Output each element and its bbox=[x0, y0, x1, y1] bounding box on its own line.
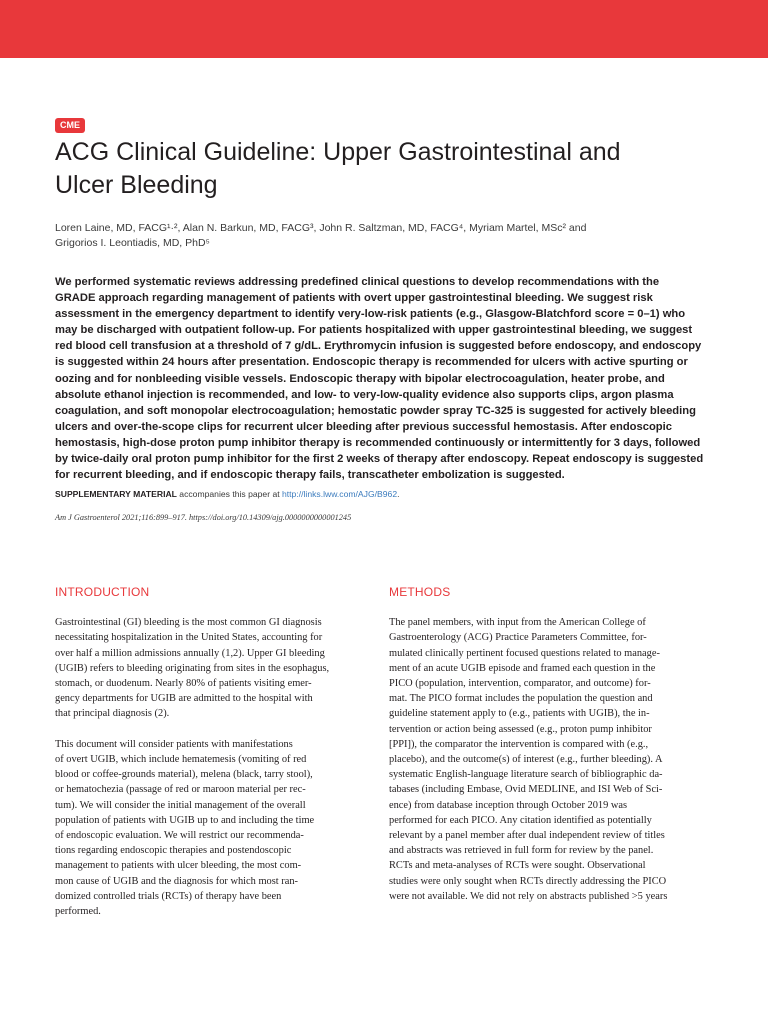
supplementary-note bbox=[55, 488, 735, 500]
methods-column bbox=[389, 600, 703, 919]
supplementary-end: . bbox=[397, 489, 400, 499]
supplementary-label: SUPPLEMENTARY MATERIAL bbox=[55, 489, 177, 499]
header-color-bar bbox=[0, 0, 768, 58]
supplementary-text: accompanies this paper at bbox=[176, 489, 282, 499]
introduction-paragraph: This document will consider patients with manifestations of overt UGIB, which include hematemesis (vomiting of red blood or coffee-grounds material), melena (black, tarry stool), or hematochezia (passage of red or maroon material per rec- tum). We will consider the initial management of the overall population of patients with UGIB up to and including the time of endoscopic evaluation. We will restrict our recommenda- tions regarding endoscopic therapies and postendoscopic management to patients with ulcer bleeding, the most com- mon cause of UGIB and the diagnosis for which most ran- domized controlled trials (RCTs) of therapy have been performed. bbox=[55, 738, 315, 918]
citation-line: Am J Gastroenterol 2021;116:899–917. https://doi.org/10.14309/ajg.0000000000001245 bbox=[55, 513, 352, 522]
methods-heading: METHODS bbox=[389, 585, 451, 599]
article-title: ACG Clinical Guideline: Upper Gastrointestinal and Ulcer Bleeding bbox=[55, 138, 621, 199]
supplementary-link[interactable]: http://links.lww.com/AJG/B962 bbox=[282, 489, 398, 499]
introduction-paragraph: Gastrointestinal (GI) bleeding is the most common GI diagnosis necessitating hospitalization in the United States, accounting for over half a million admissions annually (1,2). Upper GI bleeding (UGIB) refers to bleeding originating from sites in the esophagus, stomach, or duodenum. Nearly 80% of patients visiting emer- gency departments for UGIB are admitted to the hospital with that principal diagnosis (2). bbox=[55, 617, 330, 720]
author-list: Loren Laine, MD, FACG¹·², Alan N. Barkun, MD, FACG³, John R. Saltzman, MD, FACG⁴, Myriam Martel, MSc² and Grigorios I. Leontiadis, MD, PhD⁵ bbox=[55, 222, 587, 249]
methods-paragraph: The panel members, with input from the American College of Gastroenterology (ACG) Practice Parameters Committee, for- mulated clinically pertinent focused questions related to manage- ment of an acute UGIB episode and framed each question in the PICO (population, intervention, comparator, and outcome) for- mat. The PICO format includes the population the question and guideline statement apply to (e.g., patients with UGIB), the in- tervention or action being assessed (e.g., proton pump inhibitor [PPI]), the comparator the intervention is compared with (e.g., placebo), and the outcome(s) of interest (e.g., further bleeding). A systematic English-language literature search of bibliographic da- tabases (including Embase, Ovid MEDLINE, and ISI Web of Sci- ence) from database inception through October 2019 was performed for each PICO. Any citation identified as potentially relevant by a panel member after dual independent review of titles and abstracts was retrieved in full form for review by the panel. RCTs and meta-analyses of RCTs were sought. Observational studies were only sought when RCTs directly addressing the PICO were not available. We did not rely on abstracts published >5 years bbox=[389, 617, 668, 902]
cme-badge: CME bbox=[55, 118, 85, 133]
abstract: We performed systematic reviews addressing predefined clinical questions to develop recommendations with the GRADE approach regarding management of patients with overt upper gastrointestinal bleeding. We suggest risk assessment in the emergency department to identify very-low-risk patients (e.g., Glasgow-Blatchford score = 0–1) who may be discharged with outpatient follow-up. For patients hospitalized with upper gastrointestinal bleeding, we suggest red blood cell transfusion at a threshold of 7 g/dL. Erythromycin infusion is suggested before endoscopy, and endoscopy is suggested within 24 hours after presentation. Endoscopic therapy is recommended for ulcers with active spurting or oozing and for nonbleeding visible vessels. Endoscopic therapy with bipolar electrocoagulation, heater probe, and absolute ethanol injection is recommended, and low- to very-low-quality evidence also supports clips, argon plasma coagulation, and soft monopolar electrocoagulation; hemostatic powder spray TC-325 is suggested for actively bleeding ulcers and over-the-scope clips for recurrent ulcer bleeding after previous successful hemostasis. After endoscopic hemostasis, high-dose proton pump inhibitor therapy is recommended continuously or intermittently for 3 days, followed by twice-daily oral proton pump inhibitor for the first 2 weeks of therapy after endoscopy. Repeat endoscopy is suggested for recurrent bleeding, and if endoscopic therapy fails, transcatheter embolization is suggested. bbox=[55, 276, 704, 482]
introduction-column bbox=[55, 600, 369, 934]
introduction-heading: INTRODUCTION bbox=[55, 585, 150, 599]
